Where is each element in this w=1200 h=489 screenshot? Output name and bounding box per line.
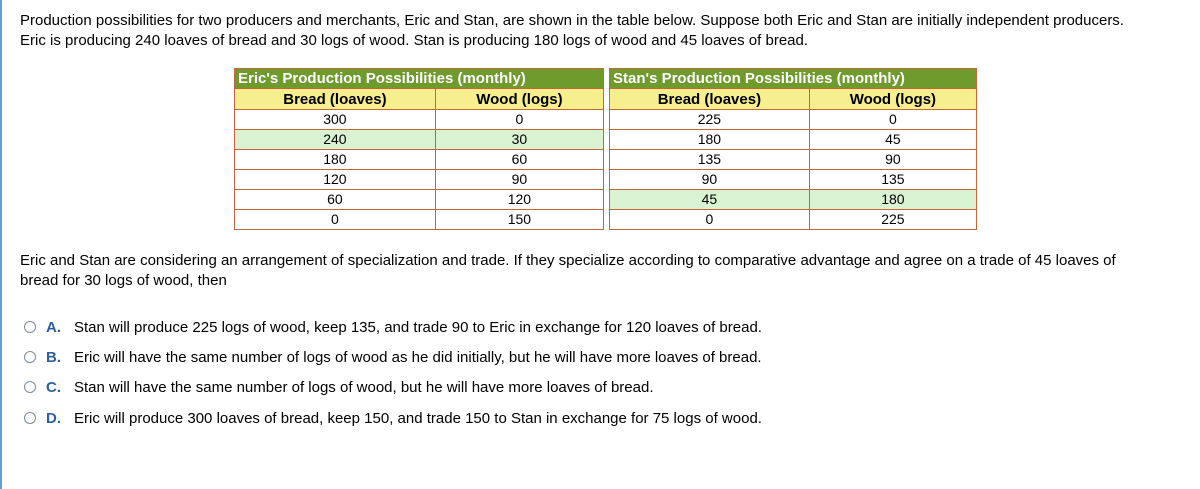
option-text[interactable]: Eric will have the same number of logs of wood as he did initially, but he will have more loaves of bread. [74, 348, 762, 366]
option-text[interactable]: Eric will produce 300 loaves of bread, keep 150, and trade 150 to Stan in exchange for 75 logs of wood. [74, 409, 762, 427]
stan-wood-cell: 0 [809, 110, 976, 130]
eric-wood-cell: 120 [435, 190, 603, 210]
stan-wood-cell: 135 [809, 170, 976, 190]
table-row [235, 110, 604, 130]
option-c[interactable] [24, 376, 654, 398]
stan-bread-cell: 45 [610, 190, 810, 210]
option-letter: C. [46, 378, 61, 396]
eric-bread-cell: 60 [235, 190, 436, 210]
eric-production-table [234, 68, 604, 230]
option-d[interactable] [24, 407, 762, 429]
eric-wood-cell: 90 [435, 170, 603, 190]
stan-bread-cell: 225 [610, 110, 810, 130]
stan-wood-cell: 45 [809, 130, 976, 150]
stan-wood-cell: 90 [809, 150, 976, 170]
stan-bread-cell: 180 [610, 130, 810, 150]
radio-button[interactable] [24, 412, 36, 424]
table-row [235, 210, 604, 230]
left-accent-bar [0, 0, 2, 489]
eric-wood-cell: 60 [435, 150, 603, 170]
eric-wood-header: Wood (logs) [435, 89, 603, 110]
table-row [235, 190, 604, 210]
stan-bread-header: Bread (loaves) [610, 89, 810, 110]
table-row [610, 110, 977, 130]
eric-bread-header: Bread (loaves) [235, 89, 436, 110]
eric-bread-cell: 300 [235, 110, 436, 130]
table-row-highlighted [235, 130, 604, 150]
intro-line-2: Eric is producing 240 loaves of bread and 30 logs of wood. Stan is producing 180 logs of wood and 45 loaves of bread. [20, 32, 809, 49]
option-b[interactable] [24, 346, 762, 368]
table-row-highlighted [610, 190, 977, 210]
option-text[interactable]: Stan will produce 225 logs of wood, keep 135, and trade 90 to Eric in exchange for 120 loaves of bread. [74, 318, 762, 336]
table-row [610, 150, 977, 170]
eric-bread-cell: 180 [235, 150, 436, 170]
radio-button[interactable] [24, 351, 36, 363]
intro-text [20, 11, 1195, 51]
question-line-2: bread for 30 logs of wood, then [20, 272, 227, 289]
question-text [20, 251, 1190, 291]
eric-bread-cell: 0 [235, 210, 436, 230]
stan-bread-cell: 90 [610, 170, 810, 190]
table-row [235, 150, 604, 170]
stan-table-title: Stan's Production Possibilities (monthly) [610, 69, 977, 89]
eric-table-title: Eric's Production Possibilities (monthly) [235, 69, 604, 89]
table-row [235, 170, 604, 190]
stan-bread-cell: 135 [610, 150, 810, 170]
option-letter: A. [46, 318, 61, 336]
stan-wood-header: Wood (logs) [809, 89, 976, 110]
eric-wood-cell: 0 [435, 110, 603, 130]
option-a[interactable] [24, 316, 762, 338]
option-text[interactable]: Stan will have the same number of logs of wood, but he will have more loaves of bread. [74, 378, 654, 396]
stan-production-table [609, 68, 977, 230]
eric-wood-cell: 30 [435, 130, 603, 150]
table-row [610, 170, 977, 190]
table-row [610, 210, 977, 230]
option-letter: D. [46, 409, 61, 427]
radio-button[interactable] [24, 381, 36, 393]
stan-wood-cell: 180 [809, 190, 976, 210]
eric-bread-cell: 240 [235, 130, 436, 150]
option-letter: B. [46, 348, 61, 366]
table-row [610, 130, 977, 150]
question-line-1: Eric and Stan are considering an arrangement of specialization and trade. If they specialize according to comparative advantage and agree on a trade of 45 loaves of [20, 252, 1116, 269]
stan-bread-cell: 0 [610, 210, 810, 230]
stan-wood-cell: 225 [809, 210, 976, 230]
intro-line-1: Production possibilities for two producers and merchants, Eric and Stan, are shown in the table below. Suppose both Eric and Stan are initially independent producers. [20, 12, 1124, 29]
eric-bread-cell: 120 [235, 170, 436, 190]
eric-wood-cell: 150 [435, 210, 603, 230]
radio-button[interactable] [24, 321, 36, 333]
